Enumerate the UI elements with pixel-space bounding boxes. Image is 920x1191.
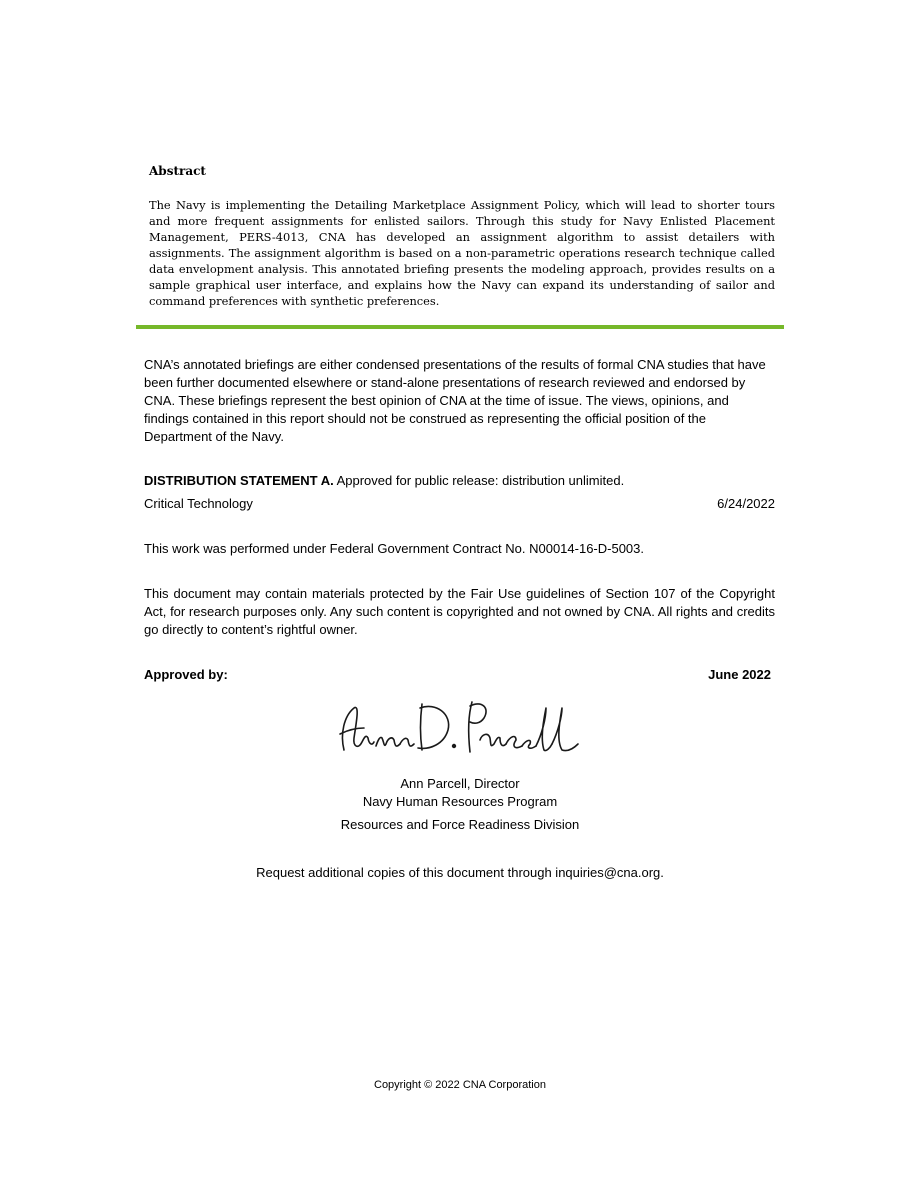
fair-use-paragraph: This document may contain materials protected by the Fair Use guidelines of Section 107 of the Copyright Act, for research purposes only. Any such content is copyrighted and not owned by CNA. All rights and credits go directly to content’s rightful owner.	[144, 586, 775, 637]
distribution-text: Approved for public release: distribution unlimited.	[333, 473, 625, 488]
approver-name-title: Ann Parcell, Director	[400, 776, 520, 791]
disclaimer-paragraph: CNA’s annotated briefings are either condensed presentations of the results of formal CNA studies that have been further documented elsewhere or stand-alone presentations of research reviewed and endorsed by CNA. These briefings represent the best opinion of CNA at the time of issue. The views, opinions, and findings contained in this report should not be construed as representing the official position of the Department of the Navy.	[144, 357, 766, 444]
green-divider	[136, 325, 784, 329]
approver-division: Resources and Force Readiness Division	[340, 817, 580, 832]
abstract-body: The Navy is implementing the Detailing Marketplace Assignment Policy, which will lead to shorter tours and more frequent assignments for enlisted sailors. Through this study for Navy Enlisted Placement Management, PERS-4013, CNA has developed an assignment algorithm to assist detailers with assignments. The assignment algorithm is based on a non-parametric operations research technique called data envelopment analysis. This annotated briefing presents the modeling approach, provides results on a sample graphical user interface, and explains how the Navy can expand its understanding of sailor and command preferences with synthetic preferences.	[149, 198, 775, 308]
classification-date: 6/24/2022	[717, 496, 775, 511]
approval-row	[144, 666, 771, 684]
approved-by-label: Approved by:	[144, 667, 228, 682]
abstract-heading: Abstract	[149, 164, 206, 178]
signature-image	[334, 694, 584, 760]
copyright-notice: Copyright © 2022 CNA Corporation	[374, 1079, 546, 1091]
distribution-label: DISTRIBUTION STATEMENT A.	[144, 473, 334, 488]
contract-statement: This work was performed under Federal Government Contract No. N00014-16-D-5003.	[144, 541, 645, 556]
approval-date: June 2022	[708, 667, 771, 682]
distribution-statement	[144, 472, 775, 490]
classification-label: Critical Technology	[144, 496, 253, 511]
classification-row	[144, 495, 775, 513]
approver-program: Navy Human Resources Program	[362, 794, 558, 809]
request-copies-line: Request additional copies of this document through inquiries@cna.org.	[256, 865, 664, 880]
abstract-section	[149, 163, 775, 309]
